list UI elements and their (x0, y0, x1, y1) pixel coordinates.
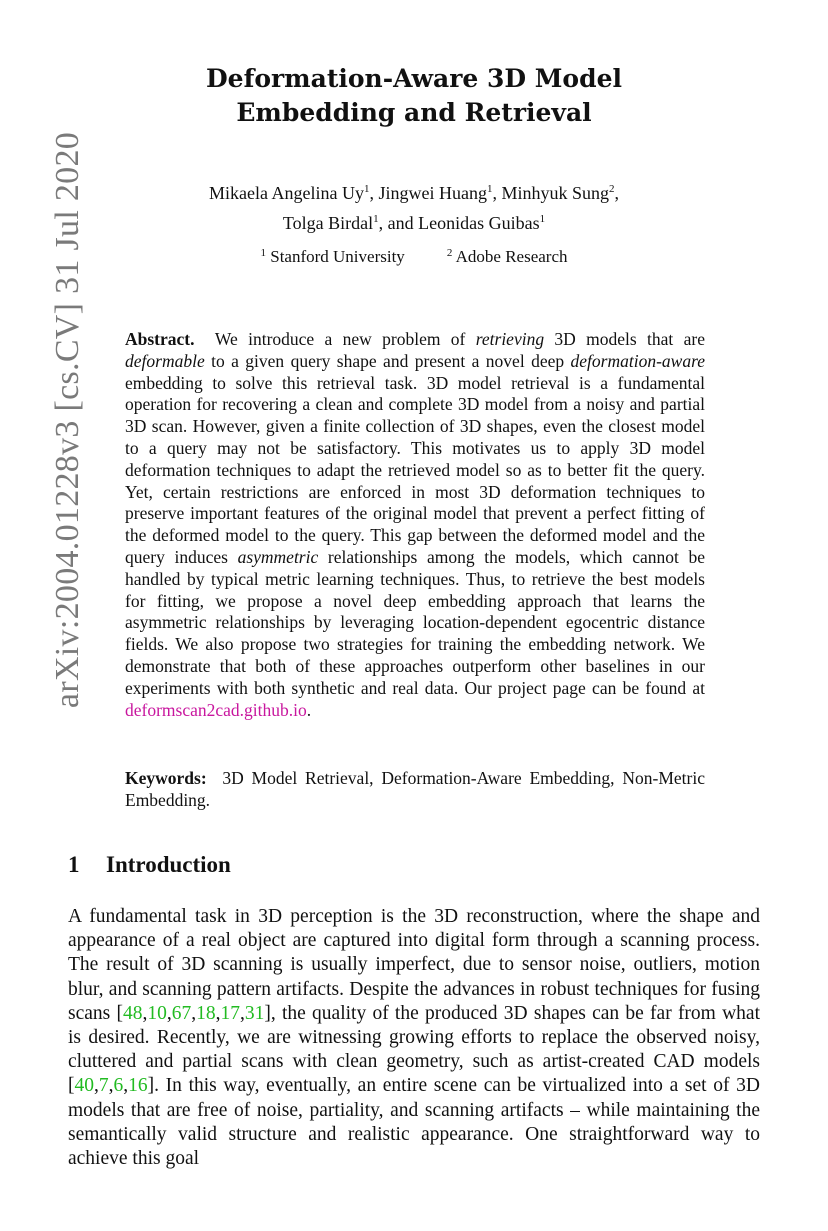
keywords-label: Keywords: (125, 768, 207, 788)
citation-link[interactable]: 10 (147, 1002, 167, 1024)
citation-link[interactable]: 67 (171, 1002, 192, 1024)
section-heading (68, 852, 231, 878)
citation-link[interactable]: 17 (220, 1002, 240, 1024)
citation-link[interactable]: 18 (196, 1002, 216, 1024)
affiliation: $^1$ Stanford University (260, 247, 405, 266)
citation-link[interactable]: 40 (74, 1075, 94, 1097)
citation-link[interactable]: 16 (128, 1075, 148, 1097)
section-title: Introduction (106, 852, 231, 877)
citation-link[interactable]: 31 (244, 1002, 265, 1024)
keywords: Keywords: 3D Model Retrieval, Deformation-Aware Embedding, Non-Metric Embedding. (125, 768, 705, 810)
author: Tolga Birdal$^1$, and (282, 213, 419, 233)
citation-link[interactable]: 48 (122, 1002, 143, 1024)
citation-link[interactable]: 7 (98, 1075, 109, 1097)
introduction-paragraph: A fundamental task in 3D perception is the 3D reconstruction, where the shape and appearance of a real object are captured into digital form through a scanning process. The result of 3D scanning is usually imperfect, due to sensor noise, outliers, motion blur, and scanning pattern artifacts. Despite the advances in robust techniques for fusing scans [48,10,67,18,17,31], the quality of the produced 3D shapes can be far from what is desired. Recently, we are witnessing growing efforts to replace the observed noisy, cluttered and partial scans with clean geometry, such as artist-created CAD models [40,7,6,16]. In this way, eventually, an entire scene can be virtualized into a set of 3D models that are free of noise, partiality, and scanning artifacts – while maintaining the semantically valid structure and realistic appearance. One straightforward way to achieve this goal (68, 906, 760, 1170)
paper-title (150, 62, 678, 130)
author: Jingwei Huang$^1$, (378, 183, 502, 203)
abstract: Abstract. We introduce a new problem of retrieving 3D models that are deformable to a given query shape and present a novel deep deformation-aware embedding to solve this retrieval task. 3D model retrieval is a fundamental operation for recovering a clean and complete 3D model from a noisy and partial 3D scan. However, given a finite collection of 3D shapes, even the closest model to a query may not be satisfactory. This motivates us to apply 3D model deformation techniques to adapt the retrieved model so as to better fit the query. Yet, certain restrictions are enforced in most 3D deformation techniques to preserve important features of the original model that prevent a perfect fitting of the deformed model to the query. This gap between the deformed model and the query induces asymmetric relationships among the models, which cannot be handled by typical metric learning techniques. Thus, to retrieve the best models for fitting, we propose a novel deep embedding approach that learns the asymmetric relationships by leveraging location-dependent egocentric distance fields. We also propose two strategies for training the embedding network. We demonstrate that both of these approaches outperform other baselines in our experiments with both synthetic and real data. Our project page can be found at deformscan2cad.github.io. (125, 329, 705, 720)
title-line-1: Deformation-Aware 3D Model (205, 64, 622, 93)
abstract-label: Abstract. (125, 329, 195, 349)
affiliations (150, 241, 678, 269)
project-page-link[interactable]: deformscan2cad.github.io (125, 699, 307, 720)
author: Mikaela Angelina Uy$^1$, (209, 183, 379, 203)
affiliation: $^2$ Adobe Research (446, 247, 568, 266)
citation-link[interactable]: 6 (113, 1075, 124, 1097)
author: Leonidas Guibas$^1$ (418, 213, 546, 233)
arxiv-identifier: arXiv:2004.01228v3 [cs.CV] 31 Jul 2020 (49, 131, 86, 709)
author: Minhyuk Sung$^2$, (501, 183, 619, 203)
section-number: 1 (68, 852, 80, 877)
author-list (150, 176, 678, 236)
title-line-2: Embedding and Retrieval (236, 98, 592, 127)
